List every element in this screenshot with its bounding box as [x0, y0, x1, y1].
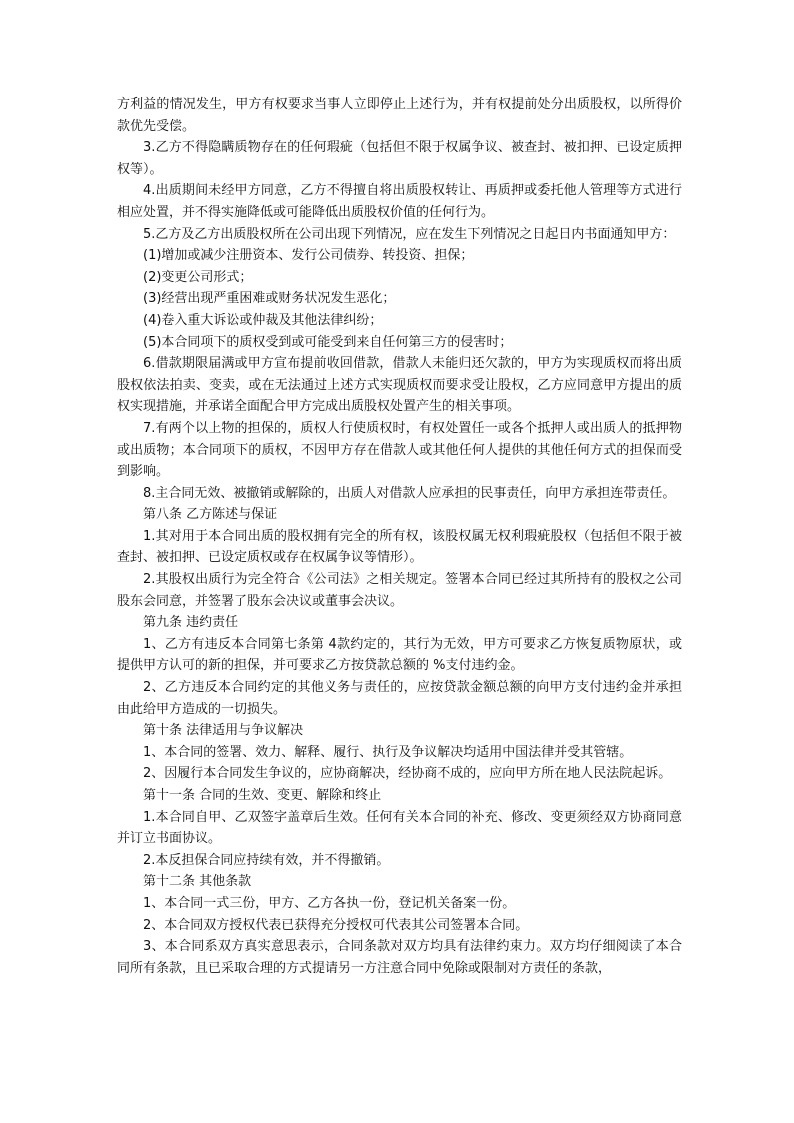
- clause-paragraph: 5.乙方及乙方出质股权所在公司出现下列情况，应在发生下列情况之日起日内书面通知甲方：: [143, 226, 676, 242]
- section-heading: 第八条 乙方陈述与保证: [143, 507, 278, 523]
- clause-paragraph: 1.其对用于本合同出质的股权拥有完全的所有权，该股权属无权利瑕疵股权（包括但不限于被查封、被扣押、已设定质权或存在权属争议等情形）。: [117, 528, 682, 566]
- clause-paragraph: 1、本合同一式三份，甲方、乙方各执一份，登记机关备案一份。: [143, 895, 516, 911]
- clause-paragraph: 2、乙方违反本合同约定的其他义务与责任的，应按贷款金额总额的向甲方支付违约金并承担由此给甲方造成的一切损失。: [117, 680, 682, 717]
- clause-paragraph: 2、因履行本合同发生争议的，应协商解决，经协商不成的，应向甲方所在地人民法院起诉。: [143, 766, 672, 782]
- list-item: (2)变更公司形式；: [143, 269, 253, 285]
- clause-paragraph: 7.有两个以上物的担保的，质权人行使质权时，有权处置任一或各个抵押人或出质人的抵押物或出质物；本合同项下的质权，不因甲方存在借款人或其他任何人提供的其他任何方式的担保而受到影响。: [117, 420, 682, 480]
- clause-paragraph: 3.乙方不得隐瞒质物存在的任何瑕疵（包括但不限于权属争议、被查封、被扣押、已设定质押权等）。: [117, 140, 682, 177]
- clause-paragraph: 2、本合同双方授权代表已获得充分授权可代表其公司签署本合同。: [143, 917, 529, 933]
- list-item: (5)本合同项下的质权受到或可能受到来自任何第三方的侵害时；: [143, 334, 513, 350]
- list-item: (4)卷入重大诉讼或仲裁及其他法律纠纷；: [143, 312, 383, 328]
- list-item: (3)经营出现严重困难或财务状况发生恶化；: [143, 291, 396, 307]
- clause-paragraph: 4.出质期间未经甲方同意，乙方不得擅自将出质股权转让、再质押或委托他人管理等方式进行相应处置，并不得实施降低或可能降低出质股权价值的任何行为。: [117, 183, 682, 220]
- section-heading: 第十一条 合同的生效、变更、解除和终止: [143, 788, 382, 803]
- list-item: (1)增加或减少注册资本、发行公司债券、转投资、担保；: [143, 248, 474, 264]
- clause-paragraph: 1、乙方有违反本合同第七条第 4款约定的，其行为无效，甲方可要求乙方恢复质物原状，或提供甲方认可的新的担保，并可要求乙方按贷款总额的 %支付违约金。: [117, 636, 682, 674]
- clause-paragraph: 2.其股权出质行为完全符合《公司法》之相关规定。签署本合同已经过其所持有的股权之公司股东会同意，并签署了股东会决议或董事会决议。: [117, 572, 682, 609]
- document-page: [117, 94, 682, 979]
- clause-paragraph: 2.本反担保合同应持续有效，并不得撤销。: [143, 852, 390, 868]
- section-heading: 第十条 法律适用与争议解决: [143, 723, 304, 739]
- section-heading: 第九条 违约责任: [143, 615, 239, 631]
- clause-paragraph: 1.本合同自甲、乙双签字盖章后生效。任何有关本合同的补充、修改、变更须经双方协商同意并订立书面协议。: [117, 809, 682, 847]
- section-heading: 第十二条 其他条款: [143, 874, 252, 890]
- clause-paragraph: 1、本合同的签署、效力、解释、履行、执行及争议解决均适用中国法律并受其管辖。: [143, 744, 633, 760]
- clause-paragraph: 6.借款期限届满或甲方宣布提前收回借款，借款人未能归还欠款的，甲方为实现质权而将出质股权依法拍卖、变卖，或在无法通过上述方式实现质权而要求受让股权，乙方应同意甲方提出的质权实现措施，并承诺全面配合甲方完成出质股权处置产生的相关事项。: [117, 356, 682, 415]
- continuation-paragraph: 方利益的情况发生，甲方有权要求当事人立即停止上述行为，并有权提前处分出质股权，以所得价款优先受偿。: [117, 97, 682, 134]
- clause-paragraph: 3、本合同系双方真实意思表示，合同条款对双方均具有法律约束力。双方均仔细阅读了本合同所有条款，且已采取合理的方式提请另一方注意合同中免除或限制对方责任的条款，: [117, 939, 682, 976]
- clause-paragraph: 8.主合同无效、被撤销或解除的，出质人对借款人应承担的民事责任，向甲方承担连带责任。: [143, 485, 676, 501]
